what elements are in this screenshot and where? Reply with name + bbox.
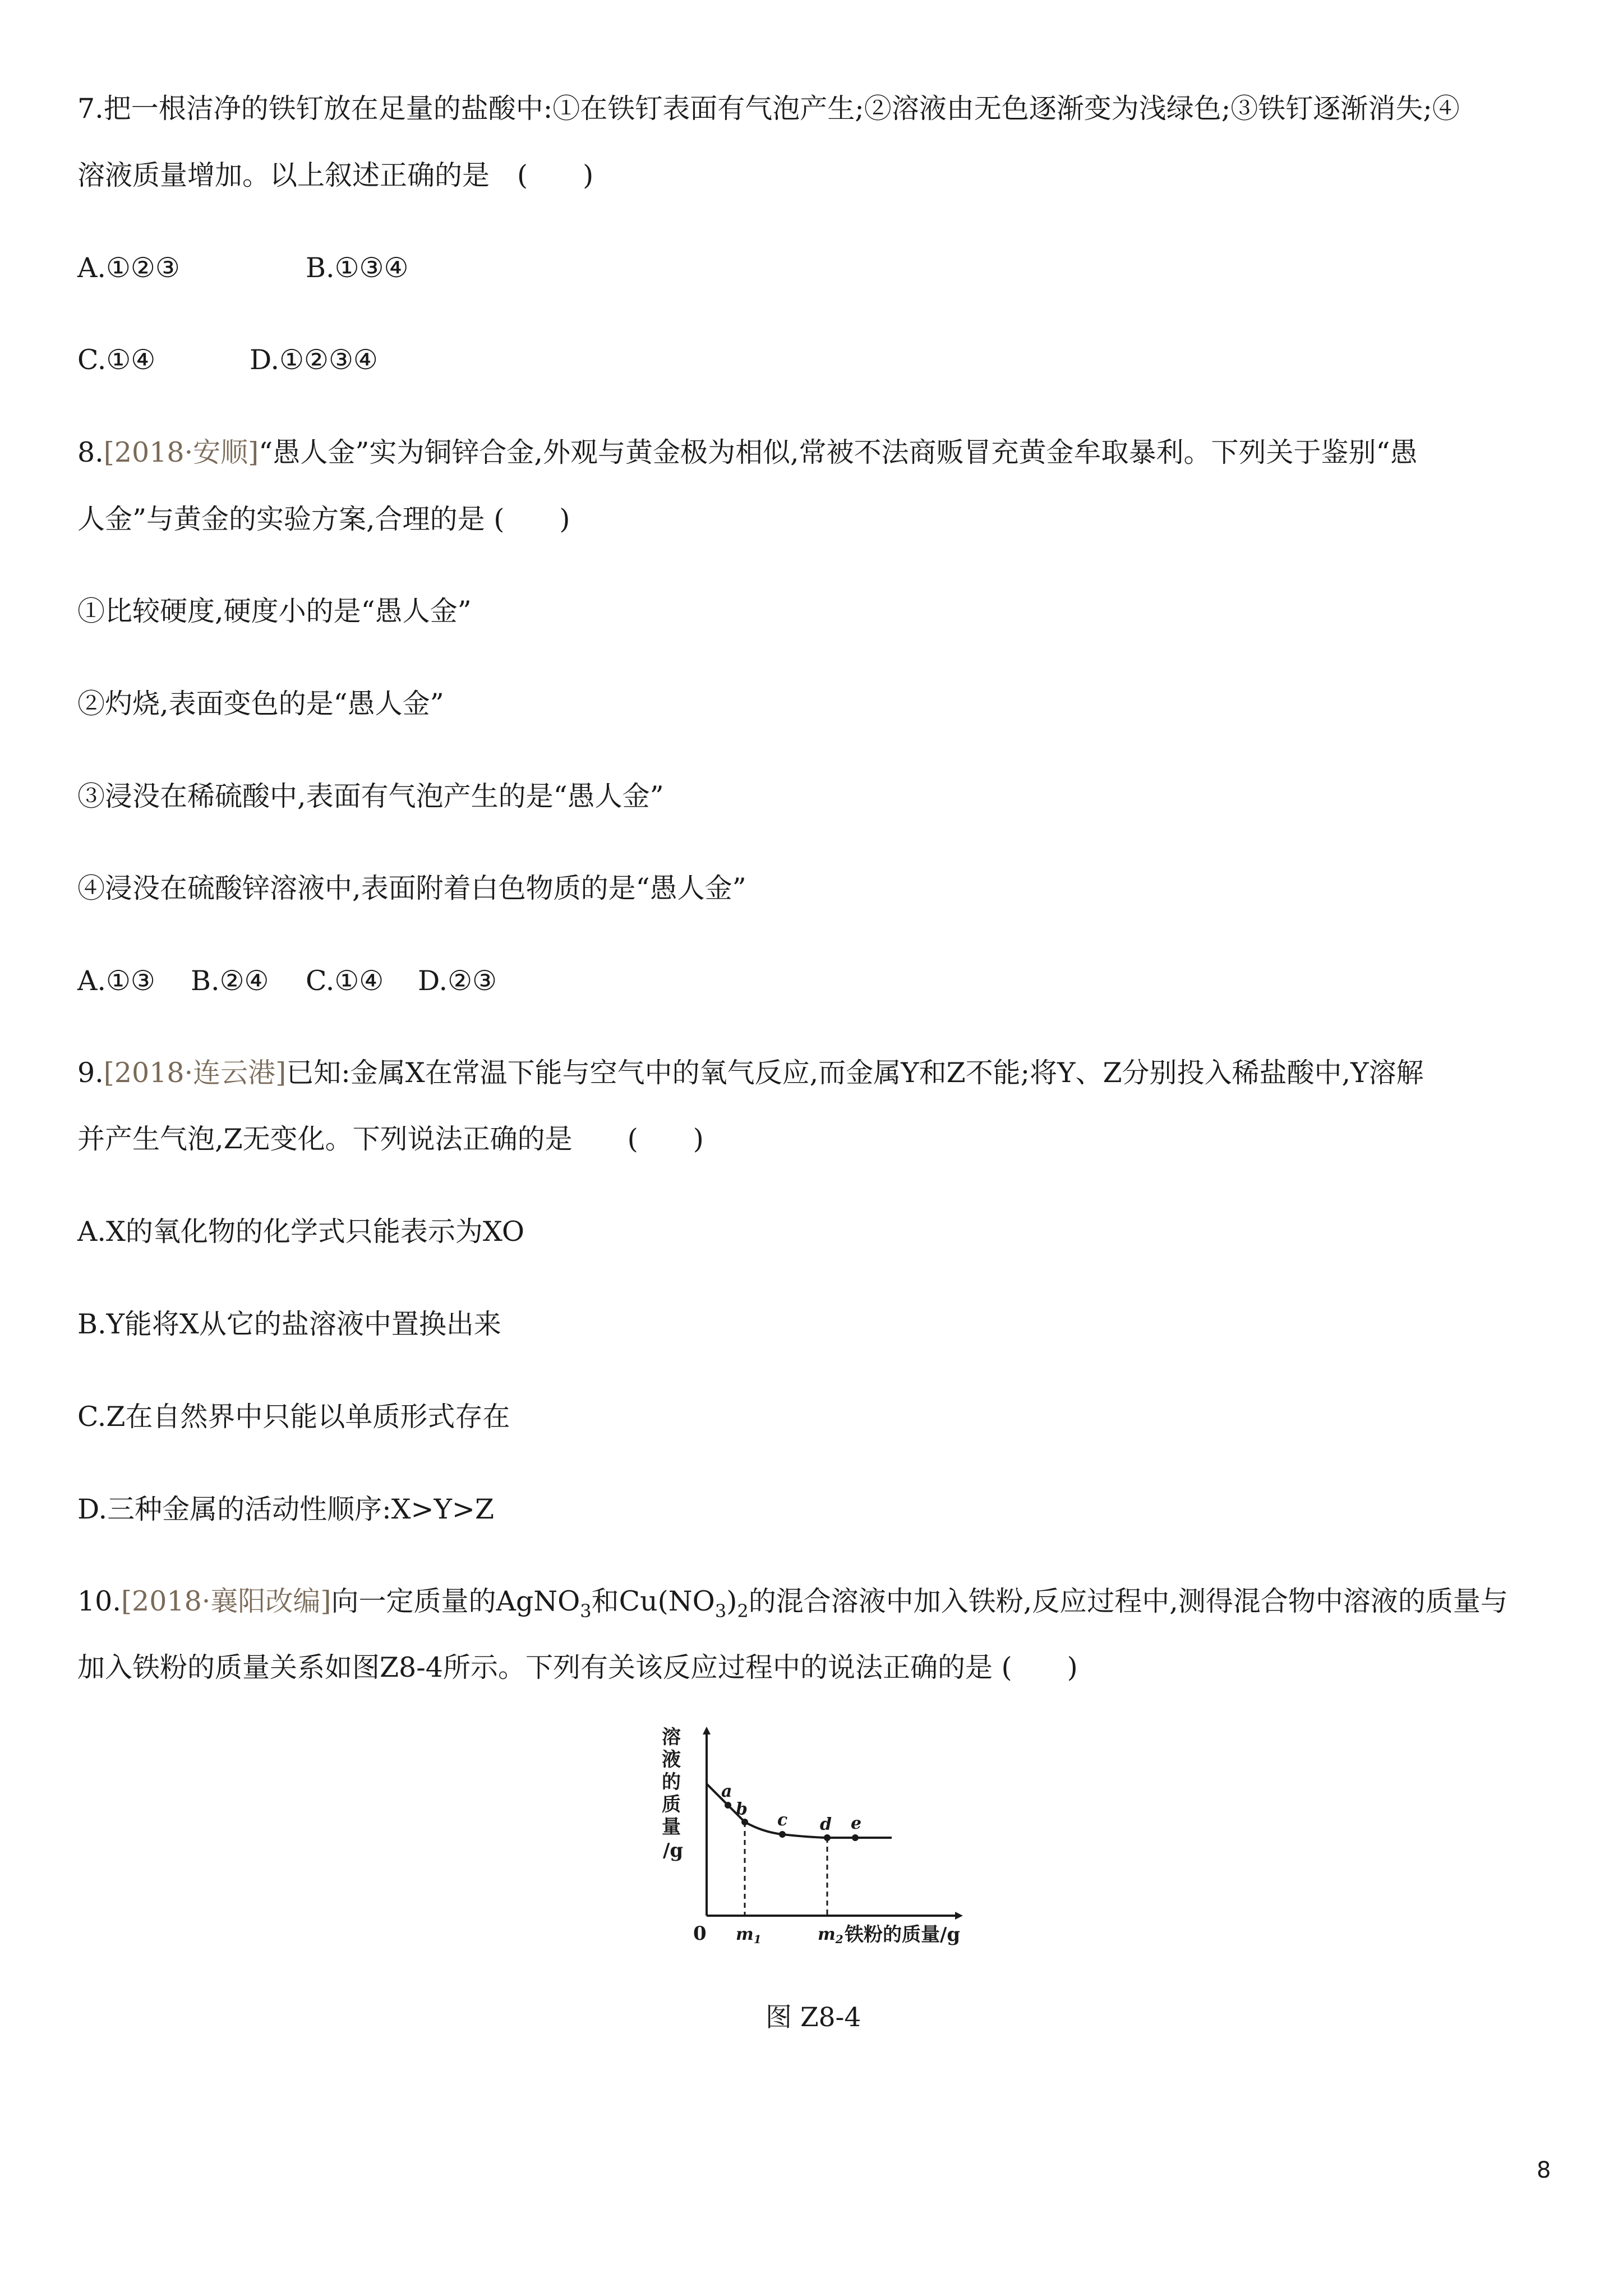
q8-option-b: B.②④ xyxy=(191,965,269,997)
m2-label: $m_2$ xyxy=(818,1925,843,1946)
figure-z8-4 xyxy=(662,1722,976,1958)
q8-stem-text: “愚人金”实为铜锌合金,外观与黄金极为相似,常被不法商贩冒充黄金牟取暴利。下列关于鉴别“愚 xyxy=(259,436,1418,468)
m1-label: $m_1$ xyxy=(736,1925,762,1946)
y-axis-label-char-2: 液 xyxy=(662,1749,681,1771)
q8-stem-line1 xyxy=(77,436,1418,470)
q8-statement-4: ④浸没在硫酸锌溶液中,表面附着白色物质的是“愚人金” xyxy=(77,872,746,904)
page-number: 8 xyxy=(1537,2157,1551,2183)
q9-option-a: A.X的氧化物的化学式只能表示为XO xyxy=(77,1216,525,1248)
q9-stem-text: 已知:金属X在常温下能与空气中的氧气反应,而金属Y和Z不能;将Y、Z分别投入稀盐酸中,Y溶解 xyxy=(286,1057,1424,1089)
q8-source: [2018·安顺] xyxy=(103,436,259,468)
q10-text-d: 的混合溶液中加入铁粉,反应过程中,测得混合物中溶液的质量与 xyxy=(748,1585,1508,1617)
point-e-dot xyxy=(852,1834,859,1841)
q10-sub-2: 3 xyxy=(714,1600,727,1622)
point-c-label: c xyxy=(777,1810,788,1830)
point-a-dot xyxy=(725,1802,731,1809)
q8-statement-2: ②灼烧,表面变色的是“愚人金” xyxy=(77,688,444,720)
q9-stem-line2: 并产生气泡,Z无变化。下列说法正确的是 ( ) xyxy=(77,1123,704,1155)
q7-option-b: B.①③④ xyxy=(306,252,409,284)
point-a-label: a xyxy=(721,1782,732,1801)
q9-source: [2018·连云港] xyxy=(103,1057,287,1089)
y-axis-label-char-4: 质 xyxy=(662,1793,681,1816)
point-b-label: b xyxy=(736,1800,748,1819)
y-axis-label-char-3: 的 xyxy=(662,1771,681,1793)
origin-label: 0 xyxy=(693,1922,707,1945)
y-axis-label-char-5: 量 xyxy=(662,1816,681,1838)
solution-mass-curve xyxy=(707,1784,892,1838)
q7-option-d: D.①②③④ xyxy=(250,344,378,376)
q9-option-c: C.Z在自然界中只能以单质形式存在 xyxy=(77,1401,510,1433)
q8-statement-3: ③浸没在稀硫酸中,表面有气泡产生的是“愚人金” xyxy=(77,780,664,812)
point-e-label: e xyxy=(851,1814,862,1833)
q10-source: [2018·襄阳改编] xyxy=(121,1585,331,1617)
x-axis-label: 铁粉的质量/g xyxy=(845,1924,961,1946)
q9-option-d: D.三种金属的活动性顺序:X>Y>Z xyxy=(77,1493,495,1525)
point-b-dot xyxy=(741,1819,748,1825)
q10-text-b: 和Cu(NO xyxy=(591,1585,715,1617)
q9-stem-line1 xyxy=(77,1056,1423,1090)
q10-sub-3: 2 xyxy=(737,1600,749,1622)
figure-caption: 图 Z8-4 xyxy=(766,2002,861,2033)
q10-sub-1: 3 xyxy=(580,1600,592,1622)
q8-number: 8. xyxy=(77,436,104,468)
point-c-dot xyxy=(779,1831,786,1838)
q8-option-c: C.①④ xyxy=(306,965,384,997)
q10-text-c: ) xyxy=(726,1585,737,1617)
q10-text-a: 向一定质量的AgNO xyxy=(331,1585,580,1617)
q10-stem-line2: 加入铁粉的质量关系如图Z8-4所示。下列有关该反应过程中的说法正确的是 ( ) xyxy=(77,1651,1078,1683)
q8-stem-line2: 人金”与黄金的实验方案,合理的是 ( ) xyxy=(77,503,570,535)
y-axis-label-char-6: /g xyxy=(663,1839,684,1862)
point-d-dot xyxy=(824,1834,831,1841)
q9-number: 9. xyxy=(77,1057,104,1089)
q8-option-a: A.①③ xyxy=(77,965,155,997)
q8-statement-1: ①比较硬度,硬度小的是“愚人金” xyxy=(77,595,472,627)
y-axis-label-char-1: 溶 xyxy=(662,1726,681,1749)
q10-stem-line1 xyxy=(77,1585,1508,1622)
q8-option-d: D.②③ xyxy=(418,965,497,997)
q7-option-a: A.①②③ xyxy=(77,252,180,284)
q7-stem-line1: 7.把一根洁净的铁钉放在足量的盐酸中:①在铁钉表面有气泡产生;②溶液由无色逐渐变为浅绿色;③铁钉逐渐消失;④ xyxy=(77,93,1460,125)
q7-option-c: C.①④ xyxy=(77,344,156,376)
point-d-label: d xyxy=(820,1815,832,1834)
q10-number: 10. xyxy=(77,1585,121,1617)
q7-stem-line2: 溶液质量增加。以上叙述正确的是 ( ) xyxy=(77,159,594,191)
q9-option-b: B.Y能将X从它的盐溶液中置换出来 xyxy=(77,1308,501,1340)
